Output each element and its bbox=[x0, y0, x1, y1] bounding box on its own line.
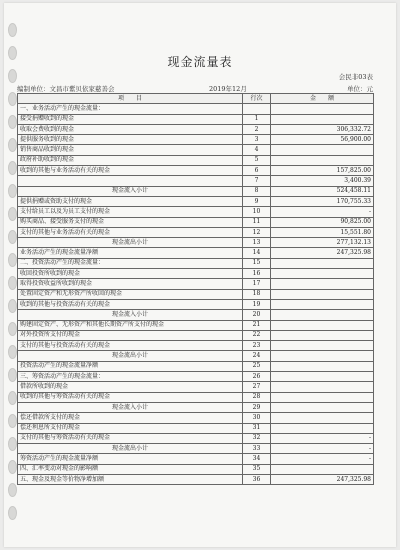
table-row bbox=[18, 269, 374, 279]
row-line-number: 21 bbox=[243, 320, 271, 330]
row-item-label: 提供捐赠或资助支付的现金 bbox=[18, 196, 243, 206]
table-row bbox=[18, 444, 374, 454]
row-amount bbox=[271, 114, 374, 124]
row-amount bbox=[271, 341, 374, 351]
table-row bbox=[18, 372, 374, 382]
row-amount: 277,132.13 bbox=[271, 238, 374, 248]
row-amount: 56,900.00 bbox=[271, 135, 374, 145]
row-item-label: 收到的其他与投资活动有关的现金 bbox=[18, 299, 243, 309]
binding-hole bbox=[8, 276, 17, 290]
row-item-label: 支付的其他与业务活动有关的现金 bbox=[18, 227, 243, 237]
row-amount: - bbox=[271, 454, 374, 464]
row-amount bbox=[271, 423, 374, 433]
table-row bbox=[18, 320, 374, 330]
binding-hole bbox=[8, 115, 17, 129]
row-item-label: 支付给员工以及为员工支付的现金 bbox=[18, 207, 243, 217]
table-row bbox=[18, 382, 374, 392]
row-item-label: 提供服务收到的现金 bbox=[18, 135, 243, 145]
table-row bbox=[18, 392, 374, 402]
row-item-label: 收到的其他与业务活动有关的现金 bbox=[18, 166, 243, 176]
row-amount bbox=[271, 299, 374, 309]
row-line-number: 8 bbox=[243, 186, 271, 196]
binding-hole bbox=[8, 253, 17, 267]
table-header-row bbox=[18, 94, 374, 104]
row-item-label: 处置固定资产和无形资产所收回的现金 bbox=[18, 289, 243, 299]
row-amount: 157,825.00 bbox=[271, 166, 374, 176]
row-line-number bbox=[243, 104, 271, 114]
table-row bbox=[18, 474, 374, 484]
row-line-number: 18 bbox=[243, 289, 271, 299]
row-amount bbox=[271, 402, 374, 412]
row-amount bbox=[271, 372, 374, 382]
row-item-label: 三、筹资活动产生的现金流量： bbox=[18, 372, 243, 382]
row-line-number: 22 bbox=[243, 330, 271, 340]
row-item-label: 现金流出小计 bbox=[18, 444, 243, 454]
row-item-label: 现金流出小计 bbox=[18, 351, 243, 361]
row-amount bbox=[271, 320, 374, 330]
page-title: 现金流量表 bbox=[167, 55, 233, 69]
row-item-label: 偿还借款所支付的现金 bbox=[18, 413, 243, 423]
row-amount bbox=[271, 361, 374, 371]
row-item-label: 现金流入小计 bbox=[18, 402, 243, 412]
row-item-label: 筹资活动产生的现金流量净额 bbox=[18, 454, 243, 464]
table-row bbox=[18, 186, 374, 196]
binding-hole bbox=[8, 299, 17, 313]
table-row bbox=[18, 124, 374, 134]
row-amount bbox=[271, 310, 374, 320]
table-row bbox=[18, 104, 374, 114]
row-item-label: 收取会费收到的现金 bbox=[18, 124, 243, 134]
row-amount: - bbox=[271, 444, 374, 454]
row-line-number: 16 bbox=[243, 269, 271, 279]
table-row bbox=[18, 217, 374, 227]
row-amount bbox=[271, 155, 374, 165]
row-item-label: 现金流入小计 bbox=[18, 186, 243, 196]
row-amount bbox=[271, 289, 374, 299]
row-line-number: 24 bbox=[243, 351, 271, 361]
binding-hole bbox=[8, 92, 17, 106]
table-row bbox=[18, 310, 374, 320]
row-item-label: 现金流出小计 bbox=[18, 238, 243, 248]
row-line-number: 30 bbox=[243, 413, 271, 423]
row-line-number: 3 bbox=[243, 135, 271, 145]
table-row bbox=[18, 207, 374, 217]
row-line-number: 4 bbox=[243, 145, 271, 155]
table-row bbox=[18, 279, 374, 289]
binding-hole bbox=[8, 460, 17, 474]
binding-hole bbox=[8, 184, 17, 198]
row-amount: 524,458.11 bbox=[271, 186, 374, 196]
binding-hole bbox=[8, 161, 17, 175]
table-row bbox=[18, 114, 374, 124]
table-row bbox=[18, 227, 374, 237]
row-item-label: 对外投资所支付的现金 bbox=[18, 330, 243, 340]
unit-label: 单位：元 bbox=[347, 85, 373, 93]
row-line-number: 7 bbox=[243, 176, 271, 186]
row-line-number: 26 bbox=[243, 372, 271, 382]
table-row bbox=[18, 155, 374, 165]
row-item-label: 现金流入小计 bbox=[18, 310, 243, 320]
form-code: 会民非03表 bbox=[338, 73, 373, 81]
table-row bbox=[18, 145, 374, 155]
row-item-label: 接受捐赠收到的现金 bbox=[18, 114, 243, 124]
row-line-number: 34 bbox=[243, 454, 271, 464]
row-line-number: 36 bbox=[243, 474, 271, 484]
binding-hole bbox=[8, 414, 17, 428]
row-amount bbox=[271, 382, 374, 392]
row-item-label: 政府补助收到的现金 bbox=[18, 155, 243, 165]
row-line-number: 6 bbox=[243, 166, 271, 176]
table-row bbox=[18, 330, 374, 340]
row-item-label: 投资活动产生的现金流量净额 bbox=[18, 361, 243, 371]
row-amount: - bbox=[271, 207, 374, 217]
row-line-number: 28 bbox=[243, 392, 271, 402]
binding-hole bbox=[8, 69, 17, 83]
binding-hole bbox=[8, 207, 17, 221]
row-amount: 306,332.72 bbox=[271, 124, 374, 134]
binding-hole bbox=[8, 483, 17, 497]
row-line-number: 14 bbox=[243, 248, 271, 258]
row-item-label: 二、投资活动产生的现金流量： bbox=[18, 258, 243, 268]
binding-hole bbox=[8, 322, 17, 336]
row-amount bbox=[271, 258, 374, 268]
row-item-label: 支付的其他与筹资活动有关的现金 bbox=[18, 433, 243, 443]
row-amount: 90,825.00 bbox=[271, 217, 374, 227]
table-row bbox=[18, 454, 374, 464]
row-amount bbox=[271, 104, 374, 114]
table-row bbox=[18, 361, 374, 371]
row-line-number: 9 bbox=[243, 196, 271, 206]
row-item-label: 五、现金及现金等价物净增加额 bbox=[18, 474, 243, 484]
row-amount: 247,325.98 bbox=[271, 248, 374, 258]
row-amount: - bbox=[271, 433, 374, 443]
row-amount: 15,551.80 bbox=[271, 227, 374, 237]
row-item-label: 购买商品、接受服务支付的现金 bbox=[18, 217, 243, 227]
table-row bbox=[18, 299, 374, 309]
table-row bbox=[18, 413, 374, 423]
row-item-label: 销售商品收到的现金 bbox=[18, 145, 243, 155]
table-row bbox=[18, 351, 374, 361]
table-row bbox=[18, 238, 374, 248]
row-item-label: 业务活动产生的现金流量净额 bbox=[18, 248, 243, 258]
row-item-label: 取得投资收益所收到的现金 bbox=[18, 279, 243, 289]
table-row bbox=[18, 464, 374, 474]
row-line-number: 31 bbox=[243, 423, 271, 433]
table-row bbox=[18, 423, 374, 433]
row-line-number: 23 bbox=[243, 341, 271, 351]
binding-hole bbox=[8, 23, 17, 37]
row-item-label: 支付的其他与投资活动有关的现金 bbox=[18, 341, 243, 351]
table-row bbox=[18, 258, 374, 268]
row-item-label: 一、业务活动产生的现金流量： bbox=[18, 104, 243, 114]
org-label: 编制单位：文昌市紫贝依家慈善会 bbox=[17, 85, 115, 93]
binding-hole bbox=[8, 138, 17, 152]
row-amount bbox=[271, 279, 374, 289]
row-line-number: 32 bbox=[243, 433, 271, 443]
row-line-number: 2 bbox=[243, 124, 271, 134]
row-line-number: 5 bbox=[243, 155, 271, 165]
period-label: 2019年12月 bbox=[209, 85, 247, 93]
row-line-number: 1 bbox=[243, 114, 271, 124]
row-line-number: 33 bbox=[243, 444, 271, 454]
cash-flow-table bbox=[17, 93, 374, 485]
row-line-number: 25 bbox=[243, 361, 271, 371]
table-row bbox=[18, 166, 374, 176]
row-amount bbox=[271, 351, 374, 361]
row-item-label: 四、汇率变动对现金的影响额 bbox=[18, 464, 243, 474]
row-line-number: 35 bbox=[243, 464, 271, 474]
row-amount bbox=[271, 413, 374, 423]
row-item-label: 收到的其他与筹资活动有关的现金 bbox=[18, 392, 243, 402]
row-item-label: 收回投资所收到的现金 bbox=[18, 269, 243, 279]
column-header-amount: 金 额 bbox=[271, 94, 374, 104]
column-header-line: 行次 bbox=[243, 94, 271, 104]
binding-hole bbox=[8, 230, 17, 244]
row-item-label: 购建固定资产、无形资产和其他长期资产所支付的现金 bbox=[18, 320, 243, 330]
binding-hole bbox=[8, 437, 17, 451]
row-line-number: 12 bbox=[243, 227, 271, 237]
row-line-number: 10 bbox=[243, 207, 271, 217]
table-row bbox=[18, 196, 374, 206]
table-row bbox=[18, 433, 374, 443]
row-line-number: 29 bbox=[243, 402, 271, 412]
table-row bbox=[18, 176, 374, 186]
table-row bbox=[18, 402, 374, 412]
row-amount bbox=[271, 392, 374, 402]
binding-hole bbox=[8, 506, 17, 520]
row-line-number: 11 bbox=[243, 217, 271, 227]
row-amount bbox=[271, 330, 374, 340]
binding-hole bbox=[8, 391, 17, 405]
row-amount bbox=[271, 269, 374, 279]
table-row bbox=[18, 289, 374, 299]
binding-hole bbox=[8, 368, 17, 382]
table-row bbox=[18, 341, 374, 351]
table-row bbox=[18, 135, 374, 145]
row-line-number: 20 bbox=[243, 310, 271, 320]
column-header-item: 项 目 bbox=[18, 94, 243, 104]
row-item-label: 借款所收到的现金 bbox=[18, 382, 243, 392]
row-amount: 170,755.33 bbox=[271, 196, 374, 206]
row-line-number: 15 bbox=[243, 258, 271, 268]
row-item-label: 偿还利息所支付的现金 bbox=[18, 423, 243, 433]
row-line-number: 19 bbox=[243, 299, 271, 309]
row-line-number: 17 bbox=[243, 279, 271, 289]
row-item-label bbox=[18, 176, 243, 186]
row-amount: 247,325.98 bbox=[271, 474, 374, 484]
meta-row bbox=[17, 84, 373, 93]
row-line-number: 13 bbox=[243, 238, 271, 248]
binding-hole bbox=[8, 345, 17, 359]
row-amount: 3,400.39 bbox=[271, 176, 374, 186]
row-amount bbox=[271, 464, 374, 474]
row-amount bbox=[271, 145, 374, 155]
row-line-number: 27 bbox=[243, 382, 271, 392]
table-row bbox=[18, 248, 374, 258]
